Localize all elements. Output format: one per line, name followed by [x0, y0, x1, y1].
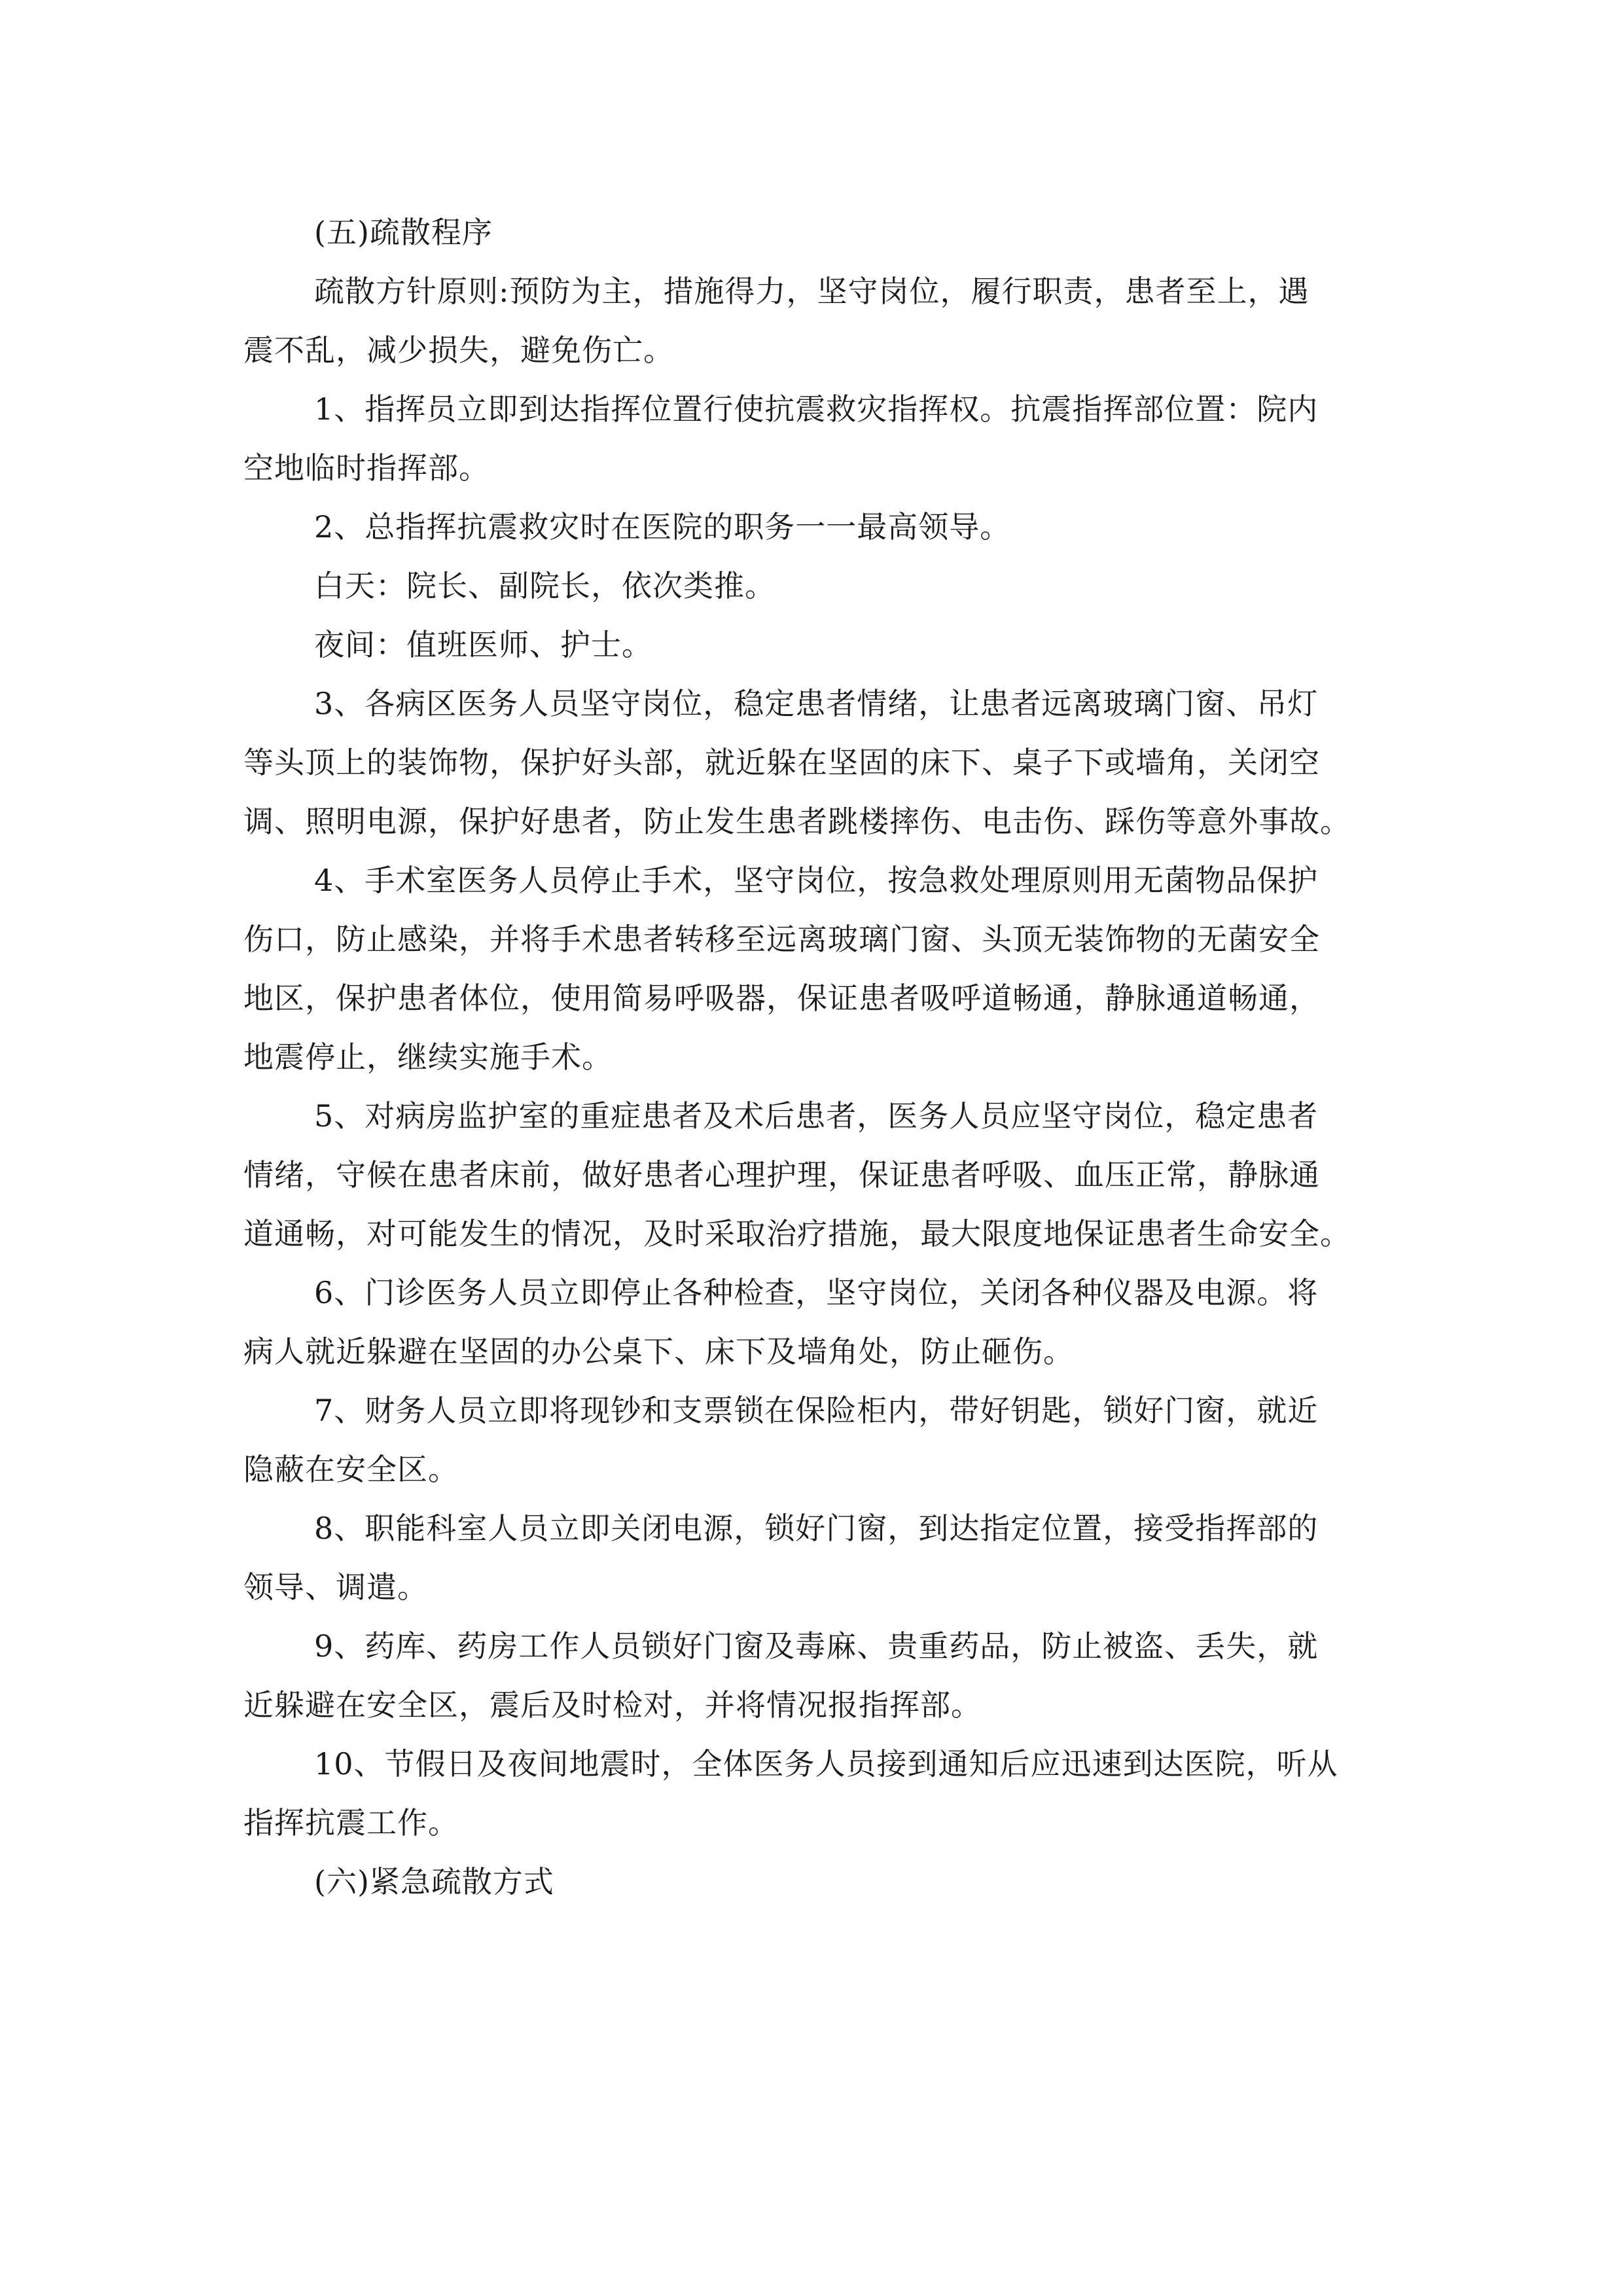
paragraph-line: 震不乱，减少损失，避免伤亡。: [243, 332, 674, 368]
paragraph-line: 2、总指挥抗震救灾时在医院的职务一一最高领导。: [314, 509, 1011, 545]
paragraph-line: 病人就近躲避在坚固的办公桌下、床下及墙角处，防止砸伤。: [243, 1334, 1074, 1369]
paragraph-line: 8、职能科室人员立即关闭电源，锁好门窗，到达指定位置，接受指挥部的: [314, 1511, 1319, 1546]
section-heading-emergency-evacuation: (六)紧急疏散方式: [314, 1864, 554, 1899]
paragraph-line: 10、节假日及夜间地震时，全体医务人员接到通知后应迅速到达医院，听从: [314, 1746, 1338, 1782]
paragraph-line: 等头顶上的装饰物，保护好头部，就近躲在坚固的床下、桌子下或墙角，关闭空: [243, 745, 1320, 780]
paragraph-line: 情绪，守候在患者床前，做好患者心理护理，保证患者呼吸、血压正常，静脉通: [243, 1157, 1320, 1193]
paragraph-line: 伤口，防止感染，并将手术患者转移至远离玻璃门窗、头顶无装饰物的无菌安全: [243, 922, 1320, 957]
paragraph-line: 7、财务人员立即将现钞和支票锁在保险柜内，带好钥匙，锁好门窗，就近: [314, 1393, 1319, 1428]
paragraph-daytime: [243, 556, 1382, 615]
paragraph-line: 夜间：值班医师、护士。: [314, 627, 652, 662]
paragraph-line: 5、对病房监护室的重症患者及术后患者，医务人员应坚守岗位，稳定患者: [314, 1098, 1319, 1134]
paragraph-item-1: [243, 380, 1382, 497]
paragraph-line: 领导、调遣。: [243, 1570, 428, 1605]
paragraph-item-9: [243, 1617, 1382, 1734]
paragraph-line: 隐蔽在安全区。: [243, 1452, 459, 1487]
paragraph-line: 6、门诊医务人员立即停止各种检查，坚守岗位，关闭各种仪器及电源。将: [314, 1275, 1319, 1310]
paragraph-line: 白天：院长、副院长，依次类推。: [314, 568, 776, 603]
paragraph-item-7: [243, 1381, 1382, 1499]
section-heading-evacuation-procedure: (五)疏散程序: [314, 215, 493, 250]
paragraph-item-4: [243, 851, 1382, 1086]
paragraph-line: 地区，保护患者体位，使用简易呼吸器，保证患者吸呼道畅通，静脉通道畅通，: [243, 980, 1320, 1016]
paragraph-item-8: [243, 1499, 1382, 1617]
paragraph-item-3: [243, 674, 1382, 851]
paragraph-line: 疏散方针原则:预防为主，措施得力，坚守岗位，履行职责，患者至上，遇: [314, 274, 1310, 309]
paragraph-line: 地震停止，继续实施手术。: [243, 1039, 613, 1075]
paragraph-line: 9、药库、药房工作人员锁好门窗及毒麻、贵重药品，防止被盗、丢失，就: [314, 1628, 1319, 1664]
paragraph-line: 道通畅，对可能发生的情况，及时采取治疗措施，最大限度地保证患者生命安全。: [243, 1216, 1351, 1251]
paragraph-line: 1、指挥员立即到达指挥位置行使抗震救灾指挥权。抗震指挥部位置：院内: [314, 391, 1319, 427]
paragraph-line: 空地临时指挥部。: [243, 450, 490, 486]
paragraph-item-6: [243, 1263, 1382, 1381]
paragraph-line: 3、各病区医务人员坚守岗位，稳定患者情绪，让患者远离玻璃门窗、吊灯: [314, 686, 1319, 721]
paragraph-line: 4、手术室医务人员停止手术，坚守岗位，按急救处理原则用无菌物品保护: [314, 863, 1319, 898]
paragraph-item-5: [243, 1086, 1382, 1263]
paragraph-line: 指挥抗震工作。: [243, 1805, 459, 1840]
paragraph-night: [243, 615, 1382, 674]
paragraph-item-2: [243, 497, 1382, 556]
paragraph-item-10: [243, 1734, 1382, 1852]
paragraph-principle: [243, 262, 1382, 380]
document-page: [243, 203, 1382, 1911]
paragraph-line: 调、照明电源，保护好患者，防止发生患者跳楼摔伤、电击伤、踩伤等意外事故。: [243, 804, 1351, 839]
paragraph-line: 近躲避在安全区，震后及时检对，并将情况报指挥部。: [243, 1687, 982, 1723]
